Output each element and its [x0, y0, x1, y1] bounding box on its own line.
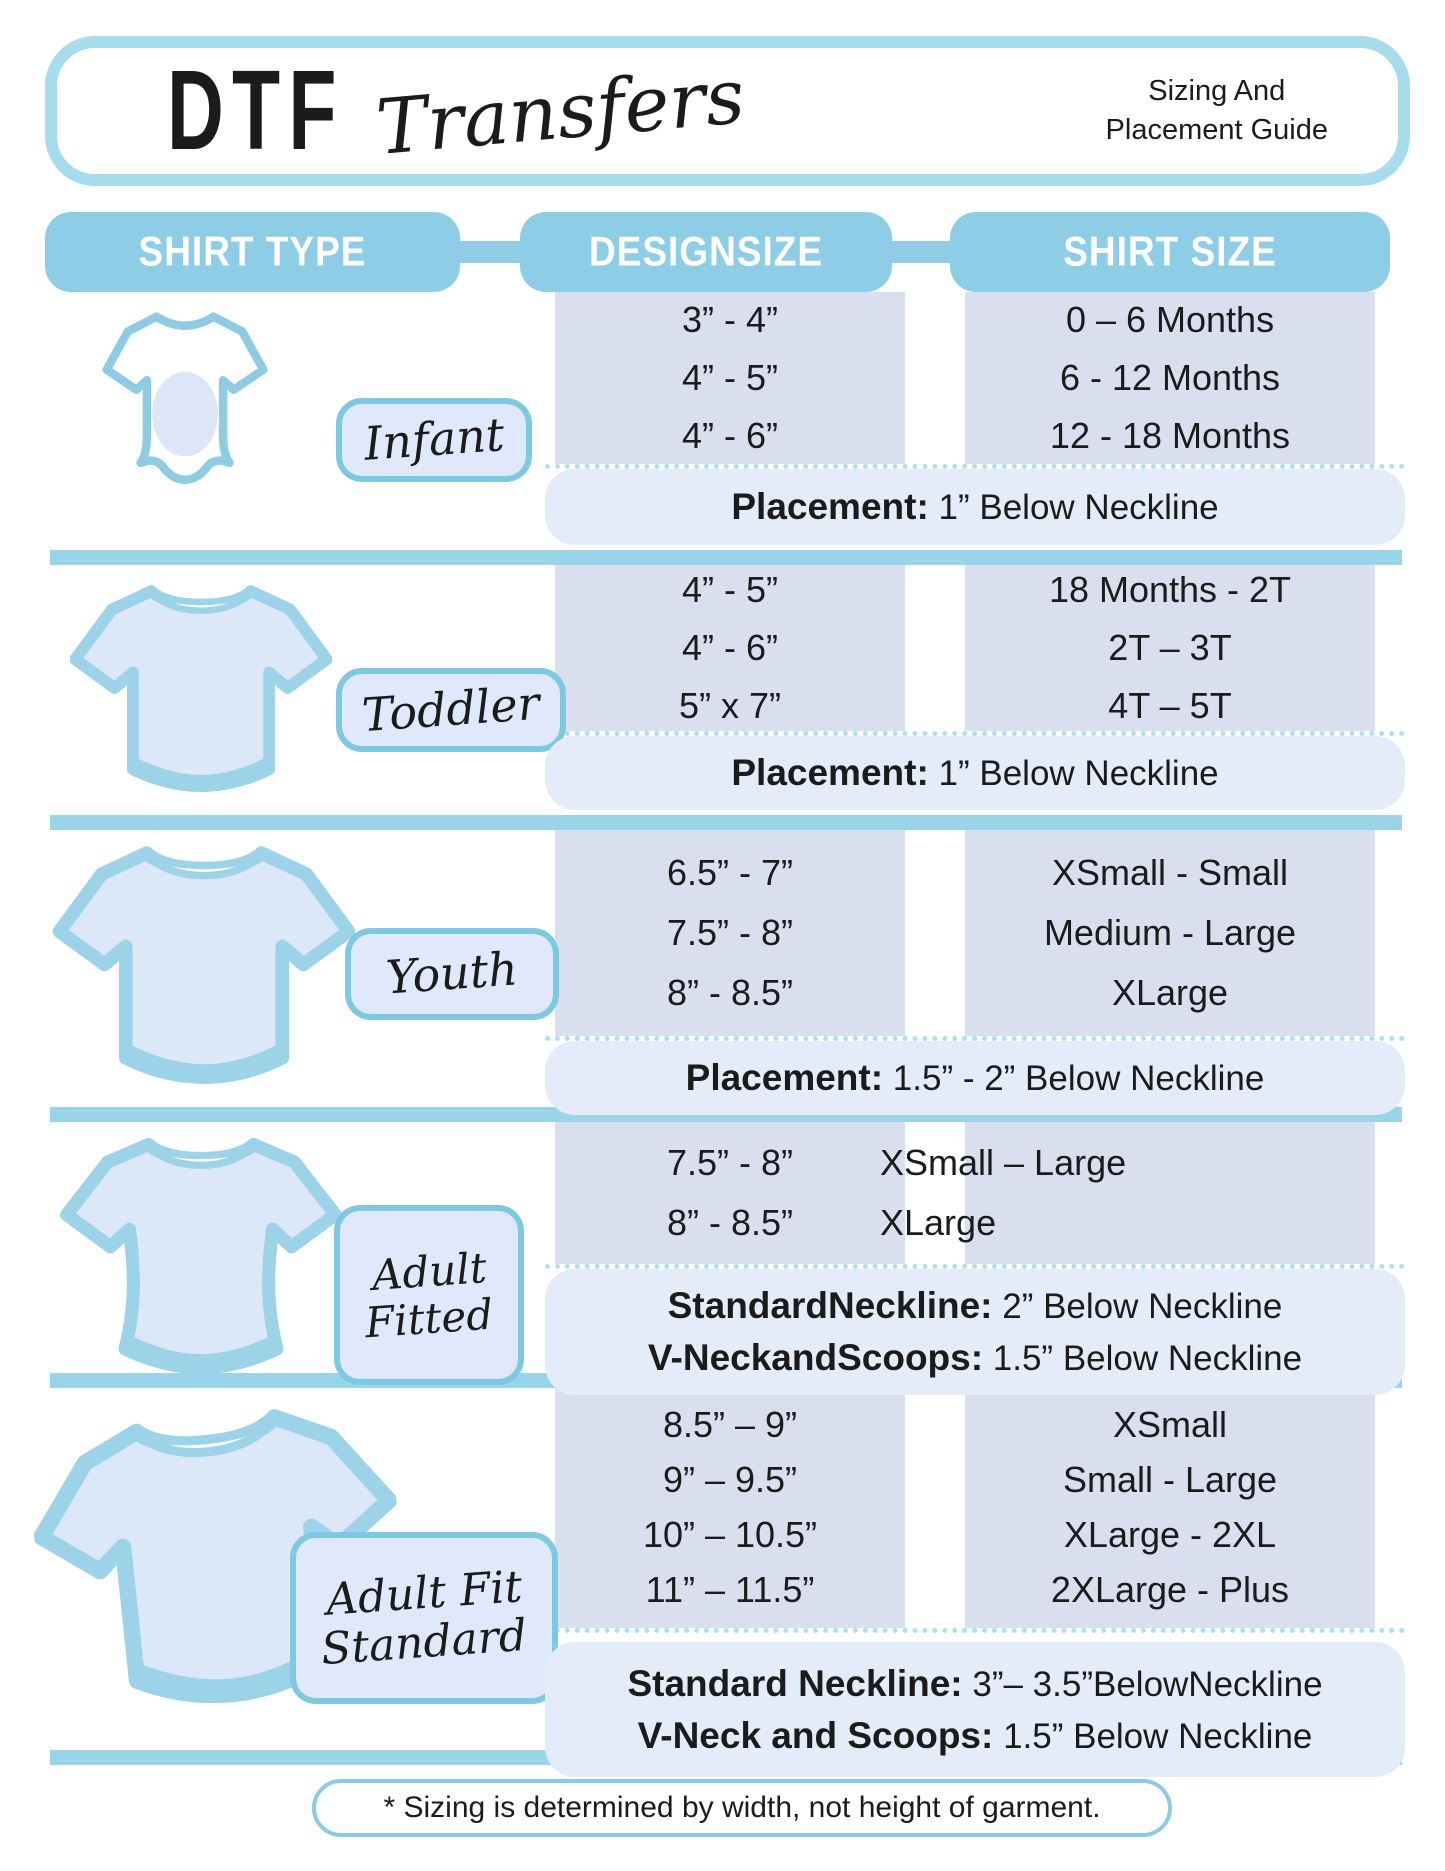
toddler-shirt-sizes — [965, 565, 1375, 731]
youth-shirt-sizes — [965, 830, 1375, 1036]
placement-line — [731, 486, 1218, 528]
youth-label-pill — [345, 928, 559, 1020]
header-card — [45, 36, 1410, 186]
adult-standard-shirt-sizes — [965, 1387, 1375, 1628]
size-line: 10” – 10.5” — [642, 1514, 818, 1555]
column-header-shirt-size: SHIRT SIZE — [950, 212, 1390, 292]
size-line: 4” - 5” — [681, 569, 778, 610]
infant-placement-pill — [545, 469, 1405, 545]
placement-line — [731, 752, 1218, 794]
adult-fitted-label-line2: Fitted — [363, 1289, 495, 1348]
youth-label: Youth — [384, 941, 520, 1005]
size-line: 0 – 6 Months — [1065, 299, 1275, 340]
row-divider — [50, 815, 1402, 830]
size-line: XSmall — [1112, 1404, 1228, 1445]
adult-fitted-placement-pill — [545, 1269, 1405, 1395]
adult-fitted-design-sizes — [555, 1121, 905, 1264]
placement-label: V-Neck and Scoops: — [637, 1714, 994, 1756]
subtitle-line-1: Sizing And — [1148, 74, 1286, 107]
size-line: XSmall – Large — [880, 1141, 1127, 1183]
size-line: 6 - 12 Months — [1059, 357, 1281, 398]
size-line: 4” - 6” — [681, 415, 778, 456]
placement-label: Standard Neckline: — [627, 1662, 963, 1704]
placement-line — [638, 1715, 1313, 1757]
placement-value: 1.5” Below Neckline — [1003, 1716, 1313, 1756]
placement-value: 1.5” Below Neckline — [992, 1339, 1303, 1378]
placement-label: Placement: — [685, 1057, 884, 1098]
adult-fitted-shirt-icon — [55, 1128, 347, 1386]
row-divider — [50, 550, 1402, 565]
placement-label: Placement: — [731, 752, 929, 793]
toddler-shirt-icon — [70, 578, 332, 806]
adult-standard-label-line1: Adult Fit — [324, 1560, 524, 1626]
size-line: 4” - 6” — [681, 627, 778, 668]
size-line: 2XLarge - Plus — [1050, 1569, 1290, 1610]
size-line: 8” - 8.5” — [666, 1201, 794, 1243]
placement-value: 1” Below Neckline — [938, 488, 1219, 527]
placement-label: StandardNeckline: — [667, 1285, 993, 1326]
brand-title-script: Transfers — [372, 50, 748, 172]
toddler-label-pill — [336, 668, 566, 752]
placement-value: 1.5” - 2” Below Neckline — [892, 1059, 1265, 1098]
size-line: 4T – 5T — [1108, 685, 1232, 726]
size-line: 3” - 4” — [681, 299, 778, 340]
adult-standard-placement-pill — [545, 1642, 1405, 1777]
placement-line — [668, 1285, 1283, 1327]
column-header-shirt-type: SHIRT TYPE — [45, 212, 460, 292]
placement-line — [686, 1057, 1265, 1099]
size-line: 18 Months - 2T — [1048, 569, 1292, 610]
adult-standard-label-pill — [290, 1532, 558, 1704]
guide-subtitle — [1106, 72, 1328, 150]
size-line: 7.5” - 8” — [666, 912, 794, 953]
placement-label: V-NeckandScoops: — [647, 1337, 984, 1378]
youth-placement-pill — [545, 1041, 1405, 1115]
footer-note-text: * Sizing is determined by width, not height of garment. — [383, 1791, 1101, 1824]
infant-design-sizes — [555, 292, 905, 464]
placement-label: Placement: — [731, 486, 929, 527]
brand-title: DTF — [167, 47, 345, 174]
size-line: 4” - 5” — [681, 357, 778, 398]
adult-standard-label-line2: Standard — [319, 1609, 529, 1676]
column-header-design-size: DESIGNSIZE — [520, 212, 892, 292]
size-line: 8” - 8.5” — [666, 972, 794, 1013]
toddler-label: Toddler — [360, 676, 542, 743]
size-line: 7.5” - 8” — [666, 1141, 794, 1183]
placement-line — [627, 1663, 1322, 1705]
size-line: XLarge — [880, 1201, 997, 1243]
subtitle-line-2: Placement Guide — [1105, 114, 1328, 146]
adult-fitted-shirt-sizes — [880, 1121, 1400, 1264]
toddler-placement-pill — [545, 736, 1405, 810]
size-line: 2T – 3T — [1108, 627, 1232, 668]
toddler-design-sizes — [555, 565, 905, 731]
youth-design-sizes — [555, 830, 905, 1036]
infant-label: Infant — [362, 407, 506, 472]
size-line: 5” x 7” — [678, 685, 782, 726]
header-connector — [888, 241, 954, 263]
placement-value: 2” Below Neckline — [1002, 1287, 1283, 1326]
size-line: 8.5” – 9” — [662, 1404, 798, 1445]
dotted-separator — [545, 1628, 1405, 1633]
size-line: Medium - Large — [1043, 912, 1297, 953]
infant-onesie-icon — [95, 306, 275, 518]
size-line: 6.5” - 7” — [666, 852, 794, 893]
placement-line — [648, 1337, 1302, 1379]
footer-note-pill — [312, 1779, 1172, 1837]
placement-value: 3”– 3.5”BelowNeckline — [972, 1664, 1323, 1704]
placement-value: 1” Below Neckline — [938, 754, 1219, 793]
infant-label-pill — [336, 398, 532, 482]
adult-standard-design-sizes — [555, 1387, 905, 1628]
size-line: XLarge — [1111, 972, 1229, 1013]
size-line: XLarge - 2XL — [1063, 1514, 1277, 1555]
size-line: 9” – 9.5” — [662, 1459, 798, 1500]
size-line: XSmall - Small — [1051, 852, 1289, 893]
size-line: Small - Large — [1062, 1459, 1278, 1500]
header-connector — [455, 241, 525, 263]
infant-shirt-sizes — [965, 292, 1375, 464]
adult-fitted-label-pill — [334, 1205, 524, 1385]
size-line: 12 - 18 Months — [1049, 415, 1291, 456]
size-line: 11” – 11.5” — [645, 1569, 815, 1610]
youth-shirt-icon — [48, 838, 360, 1100]
adult-fitted-label-line1: Adult — [370, 1243, 488, 1300]
